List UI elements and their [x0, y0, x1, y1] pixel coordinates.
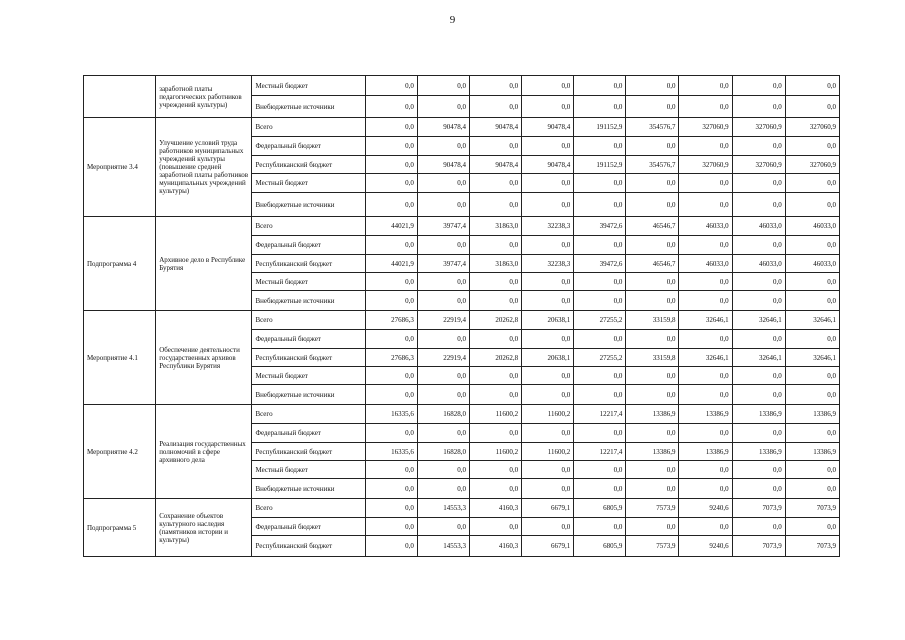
amount-cell: 0,0 — [365, 385, 417, 405]
amount-cell: 22919,4 — [417, 349, 469, 367]
amount-cell: 0,0 — [417, 367, 469, 385]
amount-cell: 0,0 — [732, 174, 785, 193]
amount-cell: 0,0 — [679, 174, 732, 193]
funding-source: Федеральный бюджет — [252, 330, 365, 349]
funding-source: Всего — [252, 311, 365, 330]
amount-cell: 0,0 — [785, 174, 839, 193]
amount-cell: 0,0 — [417, 479, 469, 499]
amount-cell: 0,0 — [574, 479, 626, 499]
amount-cell: 0,0 — [626, 273, 679, 291]
amount-cell: 32646,1 — [679, 349, 732, 367]
amount-cell: 0,0 — [574, 273, 626, 291]
amount-cell: 354576,7 — [626, 118, 679, 137]
program-name: Подпрограмма 5 — [84, 499, 156, 557]
program-name: Мероприятие 3.4 — [84, 118, 156, 217]
amount-cell: 0,0 — [679, 96, 732, 118]
amount-cell: 0,0 — [469, 236, 521, 255]
amount-cell: 0,0 — [785, 273, 839, 291]
amount-cell: 0,0 — [469, 291, 521, 311]
amount-cell: 39747,4 — [417, 255, 469, 273]
amount-cell: 0,0 — [417, 174, 469, 193]
amount-cell: 0,0 — [785, 137, 839, 156]
amount-cell: 327060,9 — [679, 156, 732, 174]
funding-source: Республиканский бюджет — [252, 156, 365, 174]
amount-cell: 20262,8 — [469, 311, 521, 330]
amount-cell: 46546,7 — [626, 255, 679, 273]
amount-cell: 0,0 — [417, 76, 469, 96]
amount-cell: 0,0 — [732, 291, 785, 311]
amount-cell: 0,0 — [574, 76, 626, 96]
amount-cell: 12217,4 — [574, 405, 626, 424]
amount-cell: 0,0 — [365, 118, 417, 137]
amount-cell: 0,0 — [626, 76, 679, 96]
program-description: заработной платы педагогических работников учреждений культуры) — [156, 76, 252, 118]
amount-cell: 0,0 — [732, 273, 785, 291]
funding-source: Федеральный бюджет — [252, 236, 365, 255]
amount-cell: 0,0 — [626, 96, 679, 118]
amount-cell: 0,0 — [469, 96, 521, 118]
amount-cell: 22919,4 — [417, 311, 469, 330]
amount-cell: 0,0 — [732, 76, 785, 96]
amount-cell: 0,0 — [574, 330, 626, 349]
funding-source: Республиканский бюджет — [252, 349, 365, 367]
amount-cell: 0,0 — [417, 330, 469, 349]
amount-cell: 0,0 — [417, 273, 469, 291]
amount-cell: 0,0 — [522, 461, 574, 479]
amount-cell: 90478,4 — [522, 156, 574, 174]
amount-cell: 39472,6 — [574, 255, 626, 273]
amount-cell: 0,0 — [469, 385, 521, 405]
amount-cell: 7073,9 — [732, 499, 785, 518]
program-name: Мероприятие 4.2 — [84, 405, 156, 499]
program-name: Подпрограмма 4 — [84, 217, 156, 311]
amount-cell: 0,0 — [732, 479, 785, 499]
amount-cell: 0,0 — [365, 273, 417, 291]
amount-cell: 0,0 — [365, 236, 417, 255]
funding-source: Всего — [252, 405, 365, 424]
amount-cell: 0,0 — [732, 330, 785, 349]
amount-cell: 191152,9 — [574, 156, 626, 174]
amount-cell: 0,0 — [626, 330, 679, 349]
amount-cell: 0,0 — [469, 273, 521, 291]
amount-cell: 0,0 — [365, 499, 417, 518]
table-row — [84, 76, 840, 96]
amount-cell: 9240,6 — [679, 499, 732, 518]
funding-source: Федеральный бюджет — [252, 424, 365, 443]
amount-cell: 6679,1 — [522, 499, 574, 518]
amount-cell: 44021,9 — [365, 217, 417, 236]
funding-source: Местный бюджет — [252, 273, 365, 291]
amount-cell: 7573,9 — [626, 499, 679, 518]
amount-cell: 0,0 — [574, 424, 626, 443]
amount-cell: 0,0 — [679, 424, 732, 443]
amount-cell: 39747,4 — [417, 217, 469, 236]
amount-cell: 0,0 — [785, 96, 839, 118]
amount-cell: 16828,0 — [417, 405, 469, 424]
amount-cell: 0,0 — [785, 385, 839, 405]
amount-cell: 0,0 — [417, 193, 469, 217]
amount-cell: 0,0 — [732, 518, 785, 536]
amount-cell: 90478,4 — [469, 118, 521, 137]
amount-cell: 0,0 — [522, 76, 574, 96]
budget-table-body — [84, 76, 840, 557]
amount-cell: 16335,6 — [365, 405, 417, 424]
amount-cell: 327060,9 — [732, 118, 785, 137]
amount-cell: 27255,2 — [574, 349, 626, 367]
amount-cell: 31863,0 — [469, 255, 521, 273]
amount-cell: 0,0 — [732, 461, 785, 479]
program-description: Обеспечение деятельности государственных архивов Республики Бурятия — [156, 311, 252, 405]
amount-cell: 0,0 — [365, 461, 417, 479]
amount-cell: 0,0 — [469, 330, 521, 349]
funding-source: Республиканский бюджет — [252, 255, 365, 273]
amount-cell: 0,0 — [522, 96, 574, 118]
amount-cell: 354576,7 — [626, 156, 679, 174]
table-row — [84, 118, 840, 137]
amount-cell: 6805,9 — [574, 499, 626, 518]
amount-cell: 31863,0 — [469, 217, 521, 236]
amount-cell: 7073,9 — [785, 499, 839, 518]
amount-cell: 13386,9 — [626, 443, 679, 461]
amount-cell: 0,0 — [732, 367, 785, 385]
amount-cell: 13386,9 — [785, 443, 839, 461]
amount-cell: 11600,2 — [469, 405, 521, 424]
table-row — [84, 311, 840, 330]
amount-cell: 33159,8 — [626, 349, 679, 367]
funding-source: Федеральный бюджет — [252, 137, 365, 156]
amount-cell: 0,0 — [365, 330, 417, 349]
amount-cell: 0,0 — [417, 137, 469, 156]
amount-cell: 0,0 — [732, 193, 785, 217]
amount-cell: 13386,9 — [732, 443, 785, 461]
amount-cell: 16828,0 — [417, 443, 469, 461]
amount-cell: 0,0 — [417, 236, 469, 255]
amount-cell: 0,0 — [469, 137, 521, 156]
amount-cell: 14553,3 — [417, 536, 469, 557]
funding-source: Местный бюджет — [252, 174, 365, 193]
amount-cell: 32238,3 — [522, 217, 574, 236]
amount-cell: 0,0 — [365, 291, 417, 311]
amount-cell: 0,0 — [469, 367, 521, 385]
amount-cell: 0,0 — [679, 367, 732, 385]
amount-cell: 0,0 — [417, 424, 469, 443]
amount-cell: 13386,9 — [679, 405, 732, 424]
funding-source: Федеральный бюджет — [252, 518, 365, 536]
amount-cell: 0,0 — [785, 193, 839, 217]
amount-cell: 0,0 — [365, 518, 417, 536]
amount-cell: 0,0 — [732, 236, 785, 255]
amount-cell: 32646,1 — [732, 311, 785, 330]
amount-cell: 0,0 — [417, 461, 469, 479]
amount-cell: 0,0 — [522, 367, 574, 385]
amount-cell: 0,0 — [679, 76, 732, 96]
amount-cell: 14553,3 — [417, 499, 469, 518]
amount-cell: 0,0 — [626, 479, 679, 499]
amount-cell: 0,0 — [679, 273, 732, 291]
amount-cell: 0,0 — [626, 193, 679, 217]
amount-cell: 0,0 — [785, 479, 839, 499]
amount-cell: 0,0 — [522, 479, 574, 499]
amount-cell: 0,0 — [469, 76, 521, 96]
amount-cell: 0,0 — [522, 385, 574, 405]
amount-cell: 0,0 — [785, 291, 839, 311]
amount-cell: 0,0 — [732, 137, 785, 156]
amount-cell: 0,0 — [522, 273, 574, 291]
amount-cell: 12217,4 — [574, 443, 626, 461]
amount-cell: 13386,9 — [732, 405, 785, 424]
amount-cell: 0,0 — [522, 518, 574, 536]
amount-cell: 0,0 — [417, 291, 469, 311]
funding-source: Внебюджетные источники — [252, 193, 365, 217]
amount-cell: 20638,1 — [522, 349, 574, 367]
amount-cell: 0,0 — [417, 518, 469, 536]
amount-cell: 0,0 — [679, 518, 732, 536]
amount-cell: 20638,1 — [522, 311, 574, 330]
amount-cell: 11600,2 — [522, 443, 574, 461]
table-row — [84, 499, 840, 518]
amount-cell: 0,0 — [574, 96, 626, 118]
budget-table — [83, 75, 840, 557]
amount-cell: 44021,9 — [365, 255, 417, 273]
amount-cell: 7573,9 — [626, 536, 679, 557]
amount-cell: 9240,6 — [679, 536, 732, 557]
table-row — [84, 405, 840, 424]
amount-cell: 0,0 — [679, 461, 732, 479]
amount-cell: 7073,9 — [732, 536, 785, 557]
program-name — [84, 76, 156, 118]
amount-cell: 0,0 — [522, 174, 574, 193]
amount-cell: 0,0 — [574, 193, 626, 217]
amount-cell: 6805,9 — [574, 536, 626, 557]
amount-cell: 46546,7 — [626, 217, 679, 236]
funding-source: Внебюджетные источники — [252, 479, 365, 499]
amount-cell: 0,0 — [469, 424, 521, 443]
funding-source: Внебюджетные источники — [252, 291, 365, 311]
amount-cell: 0,0 — [365, 76, 417, 96]
funding-source: Республиканский бюджет — [252, 443, 365, 461]
amount-cell: 0,0 — [522, 424, 574, 443]
funding-source: Внебюджетные источники — [252, 96, 365, 118]
amount-cell: 0,0 — [522, 137, 574, 156]
amount-cell: 0,0 — [679, 385, 732, 405]
amount-cell: 0,0 — [522, 330, 574, 349]
amount-cell: 0,0 — [574, 385, 626, 405]
amount-cell: 0,0 — [469, 193, 521, 217]
amount-cell: 46033,0 — [732, 217, 785, 236]
amount-cell: 46033,0 — [785, 255, 839, 273]
program-description: Архивное дело в Республике Бурятия — [156, 217, 252, 311]
amount-cell: 0,0 — [365, 193, 417, 217]
amount-cell: 11600,2 — [469, 443, 521, 461]
amount-cell: 32646,1 — [785, 349, 839, 367]
amount-cell: 20262,8 — [469, 349, 521, 367]
amount-cell: 0,0 — [365, 96, 417, 118]
amount-cell: 90478,4 — [469, 156, 521, 174]
amount-cell: 0,0 — [679, 193, 732, 217]
amount-cell: 4160,3 — [469, 536, 521, 557]
amount-cell: 0,0 — [365, 174, 417, 193]
table-row — [84, 217, 840, 236]
amount-cell: 0,0 — [785, 330, 839, 349]
amount-cell: 46033,0 — [785, 217, 839, 236]
amount-cell: 0,0 — [417, 385, 469, 405]
amount-cell: 32646,1 — [732, 349, 785, 367]
amount-cell: 46033,0 — [679, 217, 732, 236]
amount-cell: 0,0 — [365, 156, 417, 174]
amount-cell: 0,0 — [365, 137, 417, 156]
amount-cell: 13386,9 — [679, 443, 732, 461]
amount-cell: 90478,4 — [417, 156, 469, 174]
amount-cell: 7073,9 — [785, 536, 839, 557]
program-name: Мероприятие 4.1 — [84, 311, 156, 405]
amount-cell: 32238,3 — [522, 255, 574, 273]
amount-cell: 0,0 — [679, 330, 732, 349]
amount-cell: 0,0 — [626, 424, 679, 443]
amount-cell: 0,0 — [417, 96, 469, 118]
amount-cell: 0,0 — [522, 193, 574, 217]
funding-source: Республиканский бюджет — [252, 536, 365, 557]
amount-cell: 0,0 — [469, 479, 521, 499]
amount-cell: 0,0 — [574, 174, 626, 193]
amount-cell: 32646,1 — [679, 311, 732, 330]
amount-cell: 46033,0 — [679, 255, 732, 273]
amount-cell: 0,0 — [574, 236, 626, 255]
amount-cell: 0,0 — [679, 137, 732, 156]
amount-cell: 0,0 — [732, 385, 785, 405]
amount-cell: 0,0 — [679, 479, 732, 499]
amount-cell: 27255,2 — [574, 311, 626, 330]
amount-cell: 0,0 — [626, 367, 679, 385]
amount-cell: 0,0 — [365, 367, 417, 385]
amount-cell: 0,0 — [522, 291, 574, 311]
amount-cell: 0,0 — [522, 236, 574, 255]
funding-source: Местный бюджет — [252, 367, 365, 385]
program-description: Сохранение объектов культурного наследия (памятников истории и культуры) — [156, 499, 252, 557]
amount-cell: 0,0 — [469, 518, 521, 536]
amount-cell: 32646,1 — [785, 311, 839, 330]
amount-cell: 0,0 — [574, 518, 626, 536]
funding-source: Внебюджетные источники — [252, 385, 365, 405]
amount-cell: 0,0 — [626, 236, 679, 255]
amount-cell: 90478,4 — [417, 118, 469, 137]
amount-cell: 27686,3 — [365, 311, 417, 330]
amount-cell: 16335,6 — [365, 443, 417, 461]
amount-cell: 0,0 — [732, 424, 785, 443]
program-description: Улучшение условий труда работников муниципальных учреждений культуры (повышение средней заработной платы работников муниципальных учреждений культуры) — [156, 118, 252, 217]
amount-cell: 0,0 — [469, 461, 521, 479]
amount-cell: 0,0 — [574, 291, 626, 311]
amount-cell: 327060,9 — [679, 118, 732, 137]
amount-cell: 191152,9 — [574, 118, 626, 137]
amount-cell: 0,0 — [574, 137, 626, 156]
amount-cell: 327060,9 — [785, 156, 839, 174]
amount-cell: 27686,3 — [365, 349, 417, 367]
amount-cell: 0,0 — [626, 291, 679, 311]
funding-source: Всего — [252, 118, 365, 137]
funding-source: Всего — [252, 217, 365, 236]
amount-cell: 0,0 — [626, 385, 679, 405]
amount-cell: 0,0 — [679, 236, 732, 255]
amount-cell: 0,0 — [732, 96, 785, 118]
amount-cell: 0,0 — [574, 367, 626, 385]
page-number: 9 — [449, 14, 456, 26]
amount-cell: 33159,8 — [626, 311, 679, 330]
amount-cell: 0,0 — [365, 536, 417, 557]
amount-cell: 0,0 — [785, 236, 839, 255]
funding-source: Всего — [252, 499, 365, 518]
amount-cell: 0,0 — [365, 479, 417, 499]
amount-cell: 0,0 — [574, 461, 626, 479]
amount-cell: 13386,9 — [626, 405, 679, 424]
amount-cell: 46033,0 — [732, 255, 785, 273]
amount-cell: 0,0 — [785, 367, 839, 385]
amount-cell: 13386,9 — [785, 405, 839, 424]
amount-cell: 0,0 — [626, 174, 679, 193]
amount-cell: 327060,9 — [732, 156, 785, 174]
amount-cell: 39472,6 — [574, 217, 626, 236]
amount-cell: 0,0 — [469, 174, 521, 193]
amount-cell: 90478,4 — [522, 118, 574, 137]
amount-cell: 0,0 — [785, 461, 839, 479]
amount-cell: 0,0 — [365, 424, 417, 443]
amount-cell: 0,0 — [679, 291, 732, 311]
amount-cell: 6679,1 — [522, 536, 574, 557]
amount-cell: 0,0 — [626, 137, 679, 156]
amount-cell: 11600,2 — [522, 405, 574, 424]
funding-source: Местный бюджет — [252, 76, 365, 96]
amount-cell: 327060,9 — [785, 118, 839, 137]
funding-source: Местный бюджет — [252, 461, 365, 479]
amount-cell: 4160,3 — [469, 499, 521, 518]
amount-cell: 0,0 — [626, 461, 679, 479]
amount-cell: 0,0 — [785, 76, 839, 96]
amount-cell: 0,0 — [626, 518, 679, 536]
amount-cell: 0,0 — [785, 424, 839, 443]
program-description: Реализация государственных полномочий в сфере архивного дела — [156, 405, 252, 499]
amount-cell: 0,0 — [785, 518, 839, 536]
